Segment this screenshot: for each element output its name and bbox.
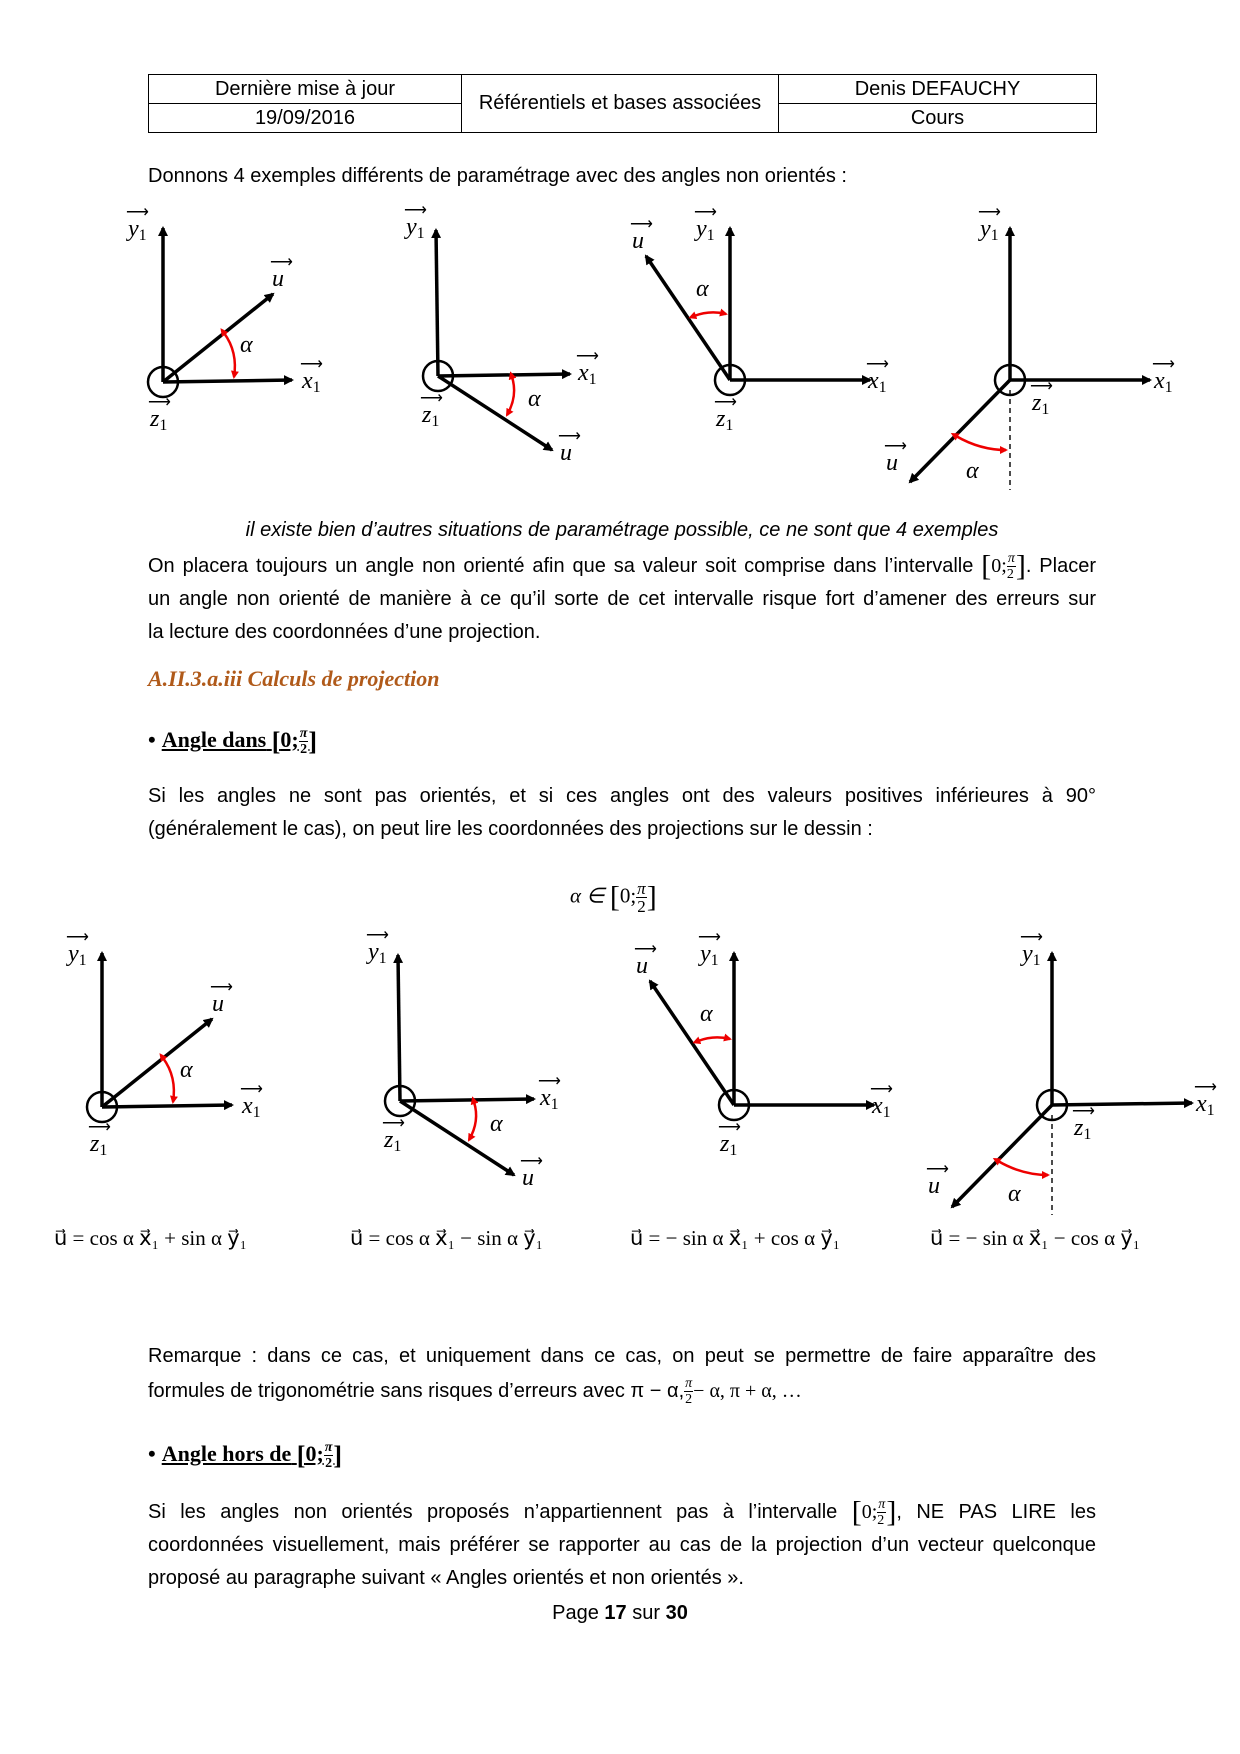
label-x1-d7: ⟶ $x_1$: [872, 1093, 891, 1122]
label-y1-d5: ⟶ $y_1$: [68, 941, 87, 970]
figure-row-2-svg: [60, 935, 1240, 1225]
label-alpha-d2: α: [528, 386, 541, 412]
label-y1-d8: ⟶ $y_1$: [1022, 941, 1041, 970]
label-alpha-d8: α: [1008, 1181, 1021, 1207]
label-x1-d5: ⟶ $x_1$: [242, 1093, 261, 1122]
diagram-8: [952, 953, 1192, 1215]
paragraph-angles-line2: (généralement le cas), on peut lire les coordonnées des projections sur le dessin :: [148, 818, 873, 840]
paragraph-hors-line1: Si les angles non orientés proposés n’appartiennent pas à l’intervalle [0; $\frac{\pi}{2}$ ], NE PAS LIRE les: [148, 1495, 1096, 1529]
bullet-angle-hors: • Angle hors de [0; $\frac{\pi}{2}$ ]: [148, 1440, 343, 1471]
paragraph-angles: [148, 780, 1096, 846]
label-y1-d7: ⟶ $y_1$: [700, 941, 719, 970]
figure-row-1: [120, 210, 1240, 505]
label-x1-d2: ⟶ $x_1$: [578, 360, 597, 389]
label-x1-d8: ⟶ $x_1$: [1196, 1091, 1215, 1120]
label-y1-d4: ⟶ $y_1$: [980, 216, 999, 245]
label-x1-d6: ⟶ $x_1$: [540, 1085, 559, 1114]
label-z1-d8: ⟶ $z_1$: [1074, 1115, 1091, 1144]
paragraph-hors-line2: coordonnées visuellement, mais préférer se rapporter au cas de la projection d’un vecteur quelconque: [148, 1534, 1096, 1556]
label-x1-d3: ⟶ $x_1$: [868, 368, 887, 397]
remark: [148, 1340, 1096, 1408]
label-z1-d7: ⟶ $z_1$: [720, 1131, 737, 1160]
label-alpha-d6: α: [490, 1111, 503, 1137]
diagram-3: [646, 228, 870, 395]
label-alpha-d5: α: [180, 1057, 193, 1083]
diagram-7: [650, 953, 874, 1120]
update-label: Dernière mise à jour: [149, 75, 462, 104]
formula-2: u⃗ = cos α x⃗₁ − sin α y⃗₁: [350, 1226, 543, 1250]
label-u-d2: ⟶ u: [560, 440, 572, 467]
label-u-d7: ⟶ u: [636, 953, 648, 980]
paragraph-angles-line1: Si les angles ne sont pas orientés, et si ces angles ont des valeurs positives inférieures à 90°: [148, 785, 1096, 807]
label-y1-d1: ⟶ $y_1$: [128, 216, 147, 245]
formula-4: u⃗ = − sin α x⃗₁ − cos α y⃗₁: [930, 1226, 1141, 1250]
diagram-4: [910, 228, 1150, 490]
label-u-d3: ⟶ u: [632, 228, 644, 255]
paragraph-interval-line1: On placera toujours un angle non orienté afin que sa valeur soit comprise dans l’intervalle [0; $\frac{\pi}{2}$ ]. Placer: [148, 549, 1096, 583]
label-alpha-d7: α: [700, 1001, 713, 1027]
formula-3: u⃗ = − sin α x⃗₁ + cos α y⃗₁: [630, 1226, 841, 1250]
label-x1-d1: ⟶ $x_1$: [302, 368, 321, 397]
author: Denis DEFAUCHY: [779, 75, 1097, 104]
doc-type: Cours: [779, 104, 1097, 133]
label-u-d4: ⟶ u: [886, 450, 898, 477]
label-z1-d2: ⟶ $z_1$: [422, 402, 439, 431]
bullet-angle-dans: • Angle dans [0; $\frac{\pi}{2}$ ]: [148, 726, 318, 757]
label-x1-d4: ⟶ $x_1$: [1154, 368, 1173, 397]
diagram-2: [423, 230, 570, 450]
label-u-d6: ⟶ u: [522, 1165, 534, 1192]
label-alpha-d1: α: [240, 332, 253, 358]
label-alpha-d3: α: [696, 276, 709, 302]
label-z1-d3: ⟶ $z_1$: [716, 406, 733, 435]
alpha-interval: α ∈ [0; $\frac{\pi}{2}$ ]: [570, 879, 657, 916]
update-date: 19/09/2016: [149, 104, 462, 133]
label-z1-d1: ⟶ $z_1$: [150, 406, 167, 435]
formula-1: u⃗ = cos α x⃗₁ + sin α y⃗₁: [54, 1226, 247, 1250]
diagram-6: [385, 955, 534, 1175]
label-y1-d3: ⟶ $y_1$: [696, 216, 715, 245]
label-y1-d6: ⟶ $y_1$: [368, 939, 387, 968]
paragraph-hors: [148, 1496, 1096, 1595]
paragraph-interval-line3: la lecture des coordonnées d’une projection.: [148, 621, 541, 643]
document-title: Référentiels et bases associées: [462, 75, 779, 133]
label-alpha-d4: α: [966, 458, 979, 484]
remark-line1: Remarque : dans ce cas, et uniquement dans ce cas, on peut se permettre de faire apparaître des: [148, 1345, 1096, 1367]
paragraph-interval-line2: un angle non orienté de manière à ce qu’il sorte de cet intervalle risque fort d’amener des erreurs sur: [148, 588, 1096, 610]
label-u-d8: ⟶ u: [928, 1173, 940, 1200]
label-u-d1: ⟶ u: [272, 266, 284, 293]
label-z1-d4: ⟶ $z_1$: [1032, 390, 1049, 419]
label-z1-d6: ⟶ $z_1$: [384, 1127, 401, 1156]
header-table: [148, 74, 1097, 133]
figure-row-2: [60, 935, 1240, 1230]
remark-line2: formules de trigonométrie sans risques d’erreurs avec π − α, $\frac{\pi}{2}$ − α, π + α, …: [148, 1376, 802, 1408]
figure-caption: il existe bien d’autres situations de paramétrage possible, ce ne sont que 4 exemples: [245, 519, 999, 541]
page-total: 30: [665, 1602, 688, 1624]
paragraph-interval: [148, 550, 1096, 649]
label-y1-d2: ⟶ $y_1$: [406, 214, 425, 243]
intro-text: Donnons 4 exemples différents de paramétrage avec des angles non orientés :: [148, 165, 847, 187]
section-title: A.II.3.a.iii Calculs de projection: [148, 666, 440, 691]
page-footer: Page 17 sur 30: [552, 1602, 688, 1624]
label-z1-d5: ⟶ $z_1$: [90, 1131, 107, 1160]
page-number: 17: [604, 1602, 627, 1624]
paragraph-hors-line3: proposé au paragraphe suivant « Angles orientés et non orientés ».: [148, 1567, 744, 1589]
label-u-d5: ⟶ u: [212, 991, 224, 1018]
